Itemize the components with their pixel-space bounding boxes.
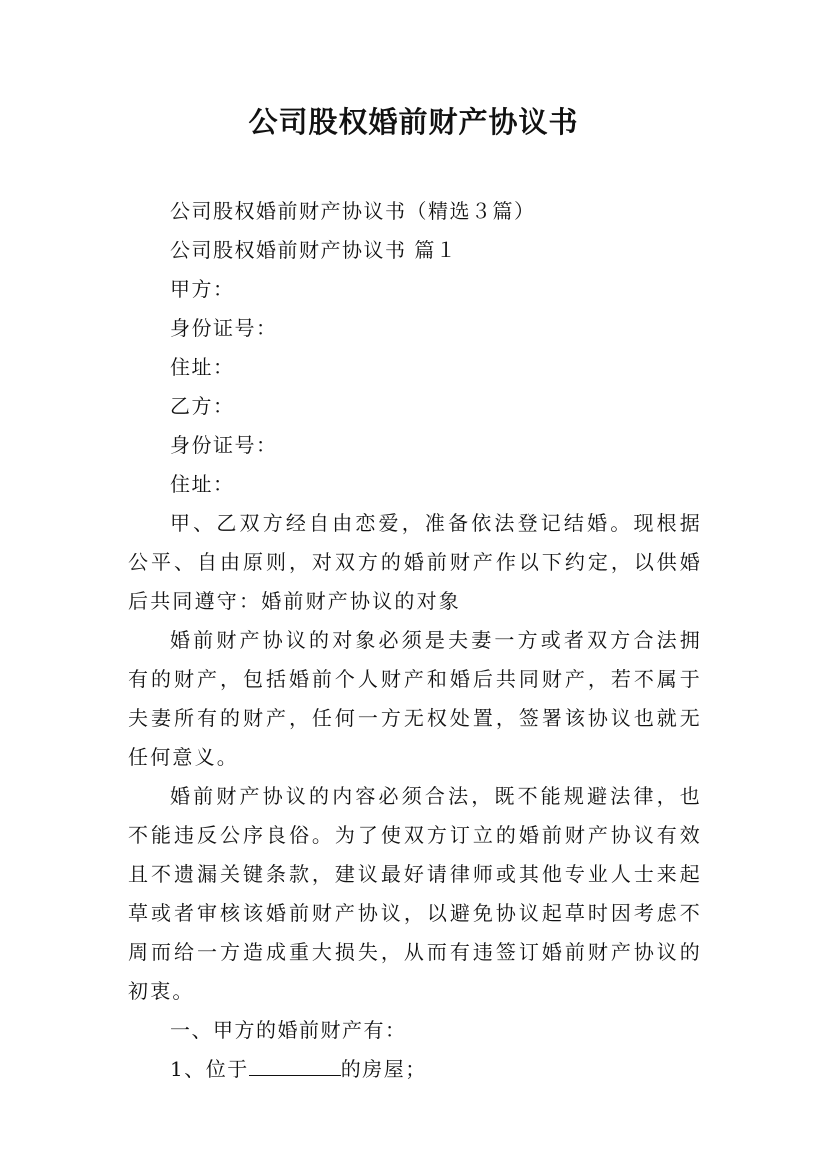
document-body	[128, 192, 702, 1089]
item-1-suffix: 的房屋；	[340, 1057, 427, 1081]
party-a-id-label: 身份证号：	[170, 316, 278, 340]
item-heading: 一、甲方的婚前财产有：	[170, 1018, 407, 1042]
item-1-blank	[249, 1057, 341, 1076]
party-a-label: 甲方：	[170, 277, 235, 301]
party-a-address-label: 住址：	[170, 355, 235, 379]
subtitle: 公司股权婚前财产协议书（精选３篇）	[170, 199, 536, 223]
paragraph-intro: 甲、乙双方经自由恋爱，准备依法登记结婚。现根据公平、自由原则，对双方的婚前财产作以下约定，以供婚后共同遵守：婚前财产协议的对象	[128, 511, 702, 613]
item-1	[128, 1050, 702, 1089]
document-title: 公司股权婚前财产协议书	[248, 105, 579, 139]
section-heading: 公司股权婚前财产协议书 篇１	[170, 238, 458, 262]
party-b-address-label: 住址：	[170, 472, 235, 496]
paragraph-object: 婚前财产协议的对象必须是夫妻一方或者双方合法拥有的财产，包括婚前个人财产和婚后共同财产，若不属于夫妻所有的财产，任何一方无权处置，签署该协议也就无任何意义。	[128, 628, 702, 769]
paragraph-content: 婚前财产协议的内容必须合法，既不能规避法律，也不能违反公序良俗。为了使双方订立的婚前财产协议有效且不遗漏关键条款，建议最好请律师或其他专业人士来起草或者审核该婚前财产协议，以避免协议起草时因考虑不周而给一方造成重大损失，从而有违签订婚前财产协议的初衷。	[128, 784, 702, 1003]
item-1-prefix: 1、位于	[170, 1057, 249, 1081]
party-b-label: 乙方：	[170, 394, 235, 418]
party-b-id-label: 身份证号：	[170, 433, 278, 457]
